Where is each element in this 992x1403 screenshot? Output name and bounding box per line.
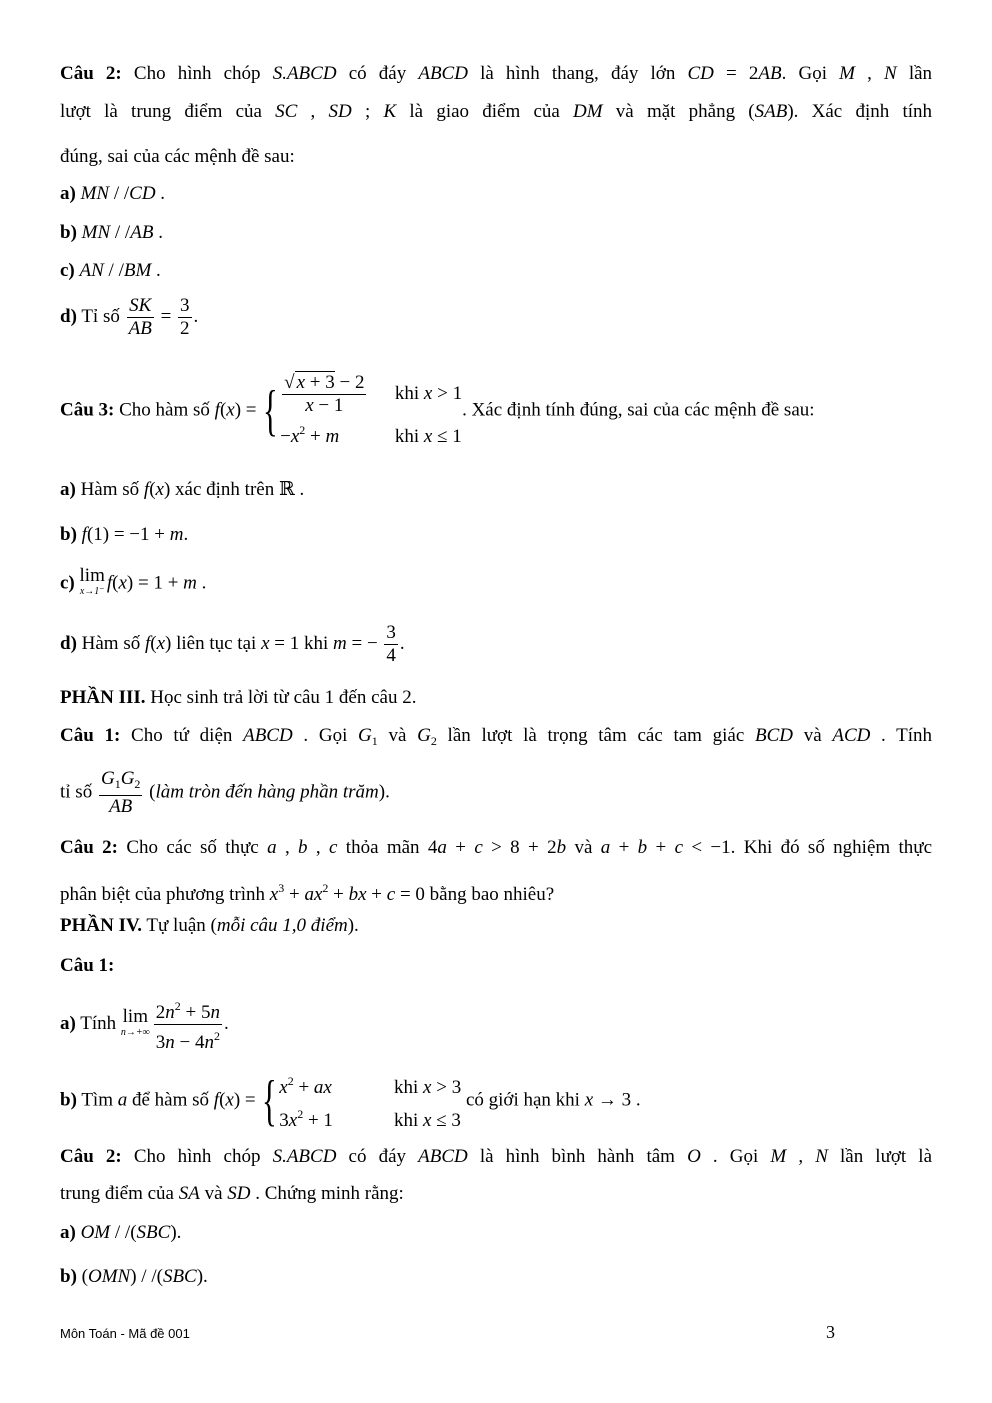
q3-line-1: Câu 3: Cho hàm số f(x) = { $\frac{√ x + 3 - 2}{x - 1}$ khi x > 1 $-x^2 + m$ khi x ≤ 1 . Xác định tính đúng, sai của các mệnh đề sau: — [60, 372, 815, 447]
q2-line-1: Câu 2: Cho hình chóp S.ABCD có đáy ABCD là hình thang, đáy lớn CD = 2AB. Gọi M , N lần — [60, 63, 933, 84]
part3-q1-line-1: Câu 1: Cho tứ diện ABCD . Gọi $G_1$ và $G_2$ lần lượt là trọng tâm các tam giác BCD và ACD . Tính — [60, 725, 933, 748]
footer-subject: Môn Toán - Mã đề 001 — [60, 1326, 190, 1341]
part3-q1-line-2: tỉ số $\frac{G_1G_2}{AB}$ (làm tròn đến hàng phần trăm). — [60, 768, 390, 817]
part4-q1b: b) Tìm a để hàm số f(x) = { $x^2$ + ax khi x > 3 $3x^2 + 1$ khi x ≤ 3 có giới hạn khi x → 3 . — [60, 1070, 641, 1132]
q2-line-3: đúng, sai của các mệnh đề sau: — [60, 146, 295, 167]
part3-q2-line-2: phân biệt của phương trình $x^3 + ax^2$ + bx + c = 0 bằng bao nhiêu? — [60, 881, 555, 905]
part4-q1-label: Câu 1: — [60, 955, 115, 976]
part3-q2-line-1: Câu 2: Cho các số thực a , b , c thỏa mãn 4a + c > 8 + 2b và a + b + c < −1. Khi đó số nghiệm thực — [60, 837, 933, 858]
q2-option-c: c) AN / /BM . — [60, 260, 161, 281]
q2-line-2: lượt là trung điểm của SC , SD ; K là giao điểm của DM và mặt phẳng (SAB). Xác định tính — [60, 101, 933, 122]
q3-option-a: a) Hàm số f(x) xác định trên ℝ . — [60, 479, 305, 500]
q2-option-a: a) MN / /CD . — [60, 183, 166, 204]
q3-option-b: b) f(1) = −1 + m. — [60, 524, 189, 545]
page-number: 3 — [826, 1322, 835, 1342]
q3-option-d: d) Hàm số f(x) liên tục tại x = 1 khi m = − $\frac{3}{4}$ . — [60, 622, 405, 666]
part4-q2-line-2: trung điểm của SA và SD . Chứng minh rằng: — [60, 1183, 404, 1204]
part4-q2a: a) OM / /(SBC). — [60, 1222, 182, 1243]
part4-q2b: b) (OMN) / /(SBC). — [60, 1266, 208, 1287]
part4-q1a: a) Tính lim n→+∞ $\frac{2n^2 + 5n}{3n - 4n^2}$ . — [60, 995, 932, 1054]
part3-heading: PHẦN III. Học sinh trả lời từ câu 1 đến câu 2. — [60, 687, 417, 708]
part4-q2-line-1: Câu 2: Cho hình chóp S.ABCD có đáy ABCD là hình bình hành tâm O . Gọi M , N lần lượt là — [60, 1146, 933, 1167]
q2-option-b: b) MN / /AB . — [60, 222, 163, 243]
part4-heading: PHẦN IV. Tự luận (mỗi câu 1,0 điểm). — [60, 915, 359, 936]
q3-option-c: c) lim x→1⁻ f(x) = 1 + m . — [60, 565, 207, 597]
q2-option-d: d) Tỉ số $\frac{SK}{AB}$ = $\frac{3}{2}$ . — [60, 295, 199, 339]
